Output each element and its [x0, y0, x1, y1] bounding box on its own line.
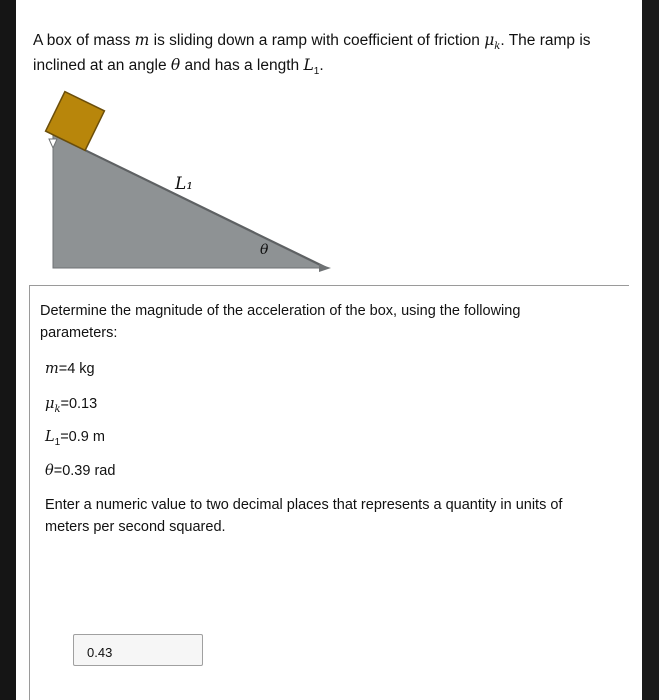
problem-statement: [33, 28, 623, 78]
angle-label: θ: [260, 242, 269, 258]
parameter-friction: $\mu_k=0.13$: [45, 396, 98, 415]
length-label: L₁: [175, 174, 194, 194]
statement-line-1: A box of mass m is sliding down a ramp with coefficient of friction $\mu_k$. The ramp is: [33, 31, 591, 53]
answer-value: 0.43: [87, 645, 113, 660]
parameter-length: $L_1=0.9$ m: [45, 429, 105, 448]
instructions-line-2: meters per second squared.: [45, 519, 226, 535]
parameter-mass: m=4 kg: [45, 361, 95, 377]
ramp-tip-arrow: [319, 264, 331, 272]
statement-line-2: inclined at an angle θ and has a length $L_1$.: [33, 56, 324, 78]
parameter-angle: θ=0.39 rad: [45, 463, 116, 479]
prompt-line-2: parameters:: [40, 325, 118, 341]
divider-line: [29, 285, 629, 286]
answer-instructions: [45, 494, 615, 538]
question-panel-border: [29, 285, 30, 700]
prompt-line-1: Determine the magnitude of the acceleration of the box, using the following: [40, 303, 521, 319]
left-background: [0, 0, 16, 700]
question-prompt: [40, 300, 620, 344]
instructions-line-1: Enter a numeric value to two decimal places that represents a quantity in units of: [45, 497, 563, 513]
answer-input[interactable]: [73, 634, 203, 666]
right-background: [642, 0, 659, 700]
